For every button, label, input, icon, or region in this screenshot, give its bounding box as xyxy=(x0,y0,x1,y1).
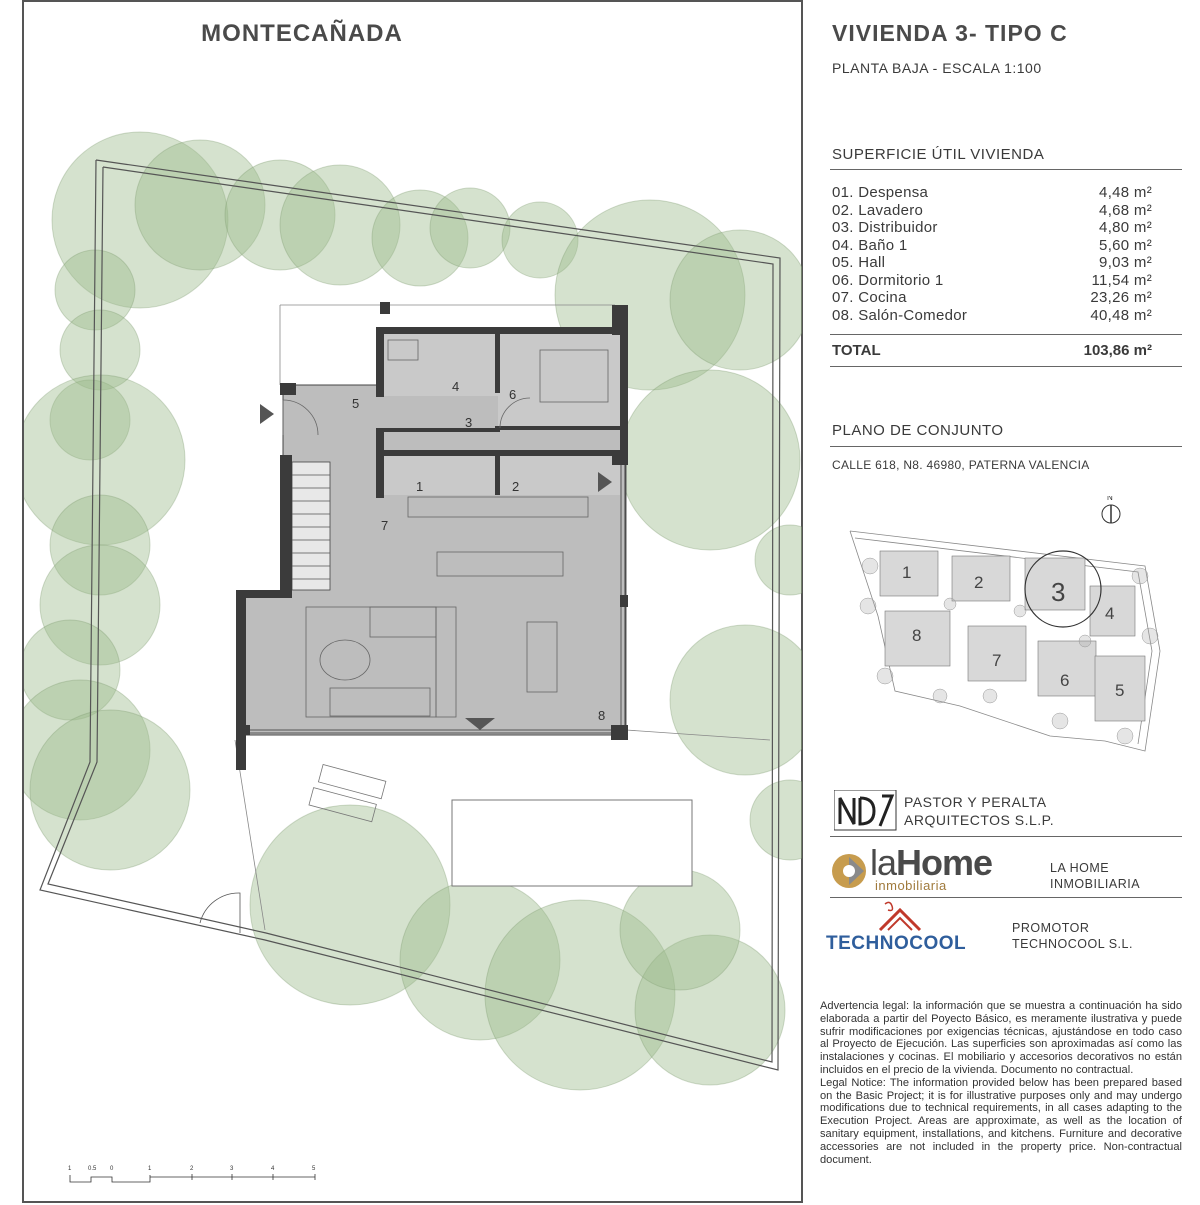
lot-label: 2 xyxy=(974,573,984,592)
lot-label-highlighted: 3 xyxy=(1051,577,1066,607)
total-row xyxy=(832,342,1152,359)
architect-logo xyxy=(834,790,898,832)
total-area: 103,86 m² xyxy=(1083,342,1152,359)
site-heading: PLANO DE CONJUNTO xyxy=(832,422,1004,439)
room-name: 02. Lavadero xyxy=(832,201,924,219)
list-item xyxy=(832,254,1152,272)
room-area: 5,60 m² xyxy=(1099,236,1152,254)
room-number-7: 7 xyxy=(381,518,389,533)
list-item xyxy=(832,272,1152,290)
lot-label: 6 xyxy=(1060,671,1070,690)
scale-label: 4 xyxy=(271,1166,275,1172)
plan-title: MONTECAÑADA xyxy=(201,20,403,47)
lot-label: 7 xyxy=(992,651,1002,670)
address: CALLE 618, N8. 46980, PATERNA VALENCIA xyxy=(832,458,1090,472)
list-item xyxy=(832,307,1152,325)
divider xyxy=(830,366,1182,367)
technocool-logo-name: TECHNOCOOL xyxy=(826,933,967,954)
unit-title: VIVIENDA 3- TIPO C xyxy=(832,20,1068,46)
room-number-3: 3 xyxy=(465,415,473,430)
divider xyxy=(830,169,1182,170)
scale-bar xyxy=(68,1166,316,1182)
room-number-8: 8 xyxy=(598,708,606,723)
room-area: 9,03 m² xyxy=(1099,254,1152,271)
lahome-logo-name: laHome xyxy=(870,842,993,883)
scale-label: 3 xyxy=(230,1166,234,1172)
room-area: 23,26 m² xyxy=(1090,289,1152,306)
lahome-name xyxy=(1050,860,1140,892)
architect-name xyxy=(904,793,1054,829)
room-name: 08. Salón-Comedor xyxy=(832,306,968,324)
architect-line: ARQUITECTOS S.L.P. xyxy=(904,812,1055,828)
divider xyxy=(830,334,1182,335)
list-item xyxy=(832,237,1152,255)
promotor-line: PROMOTOR xyxy=(1012,921,1090,935)
legal-notice xyxy=(820,1000,1182,1166)
room-area: 11,54 m² xyxy=(1091,271,1152,289)
divider xyxy=(830,446,1182,447)
unit-subtitle: PLANTA BAJA - ESCALA 1:100 xyxy=(832,60,1042,76)
lot-label: 8 xyxy=(912,626,922,645)
divider xyxy=(830,836,1182,837)
lot-label: 5 xyxy=(1115,681,1125,700)
room-number-5: 5 xyxy=(352,396,360,411)
legal-notice-es: Advertencia legal: la información que se muestra a continuación ha sido elaborada a partir del Poyecto Básico, es meramente ilustrativa y puede sufrir modificaciones por exigencias técnicas, ajustándose en todo caso al Proyecto de Ejecución. Las superficies son aproximadas así como las instalaciones y cocinas. El mobiliario y accesorios decorativos no están incluidos en el precio de la vivienda. Documento no contractual. xyxy=(820,1000,1182,1076)
scale-label: 0.5 xyxy=(88,1166,97,1172)
room-number-1: 1 xyxy=(416,479,424,494)
scale-label: 1 xyxy=(148,1166,152,1172)
lahome-line: LA HOME xyxy=(1050,861,1110,875)
list-item xyxy=(832,219,1152,237)
room-name: 03. Distribuidor xyxy=(832,219,938,236)
lahome-logo-sub: inmobiliaria xyxy=(875,878,947,893)
room-number-4: 4 xyxy=(452,379,460,394)
svg-text:N: N xyxy=(1107,496,1113,502)
lot-label: 4 xyxy=(1105,604,1115,623)
room-name: 04. Baño 1 xyxy=(832,236,908,254)
building xyxy=(236,302,628,770)
site-map xyxy=(840,496,1165,756)
room-area: 4,80 m² xyxy=(1099,219,1152,236)
room-number-2: 2 xyxy=(512,479,520,494)
lot-label: 1 xyxy=(902,563,912,582)
total-label: TOTAL xyxy=(832,342,881,359)
room-area-list xyxy=(832,184,1152,324)
area-heading: SUPERFICIE ÚTIL VIVIENDA xyxy=(832,146,1045,163)
compass-icon xyxy=(1102,496,1120,523)
scale-label: 5 xyxy=(312,1166,316,1172)
scale-label: 2 xyxy=(190,1166,194,1172)
list-item xyxy=(832,184,1152,202)
scale-label: 0 xyxy=(110,1166,114,1172)
room-area: 40,48 m² xyxy=(1090,306,1152,324)
pool xyxy=(452,800,692,886)
promotor-name xyxy=(1012,920,1133,952)
promotor-line: TECHNOCOOL S.L. xyxy=(1012,937,1133,951)
list-item xyxy=(832,202,1152,220)
room-name: 01. Despensa xyxy=(832,184,929,201)
room-name: 05. Hall xyxy=(832,254,886,271)
list-item xyxy=(832,289,1152,307)
floor-plan xyxy=(24,2,802,1200)
lahome-logo-icon xyxy=(830,852,868,890)
scale-label: 1 xyxy=(68,1166,72,1172)
legal-notice-en: Legal Notice: The information provided below has been prepared based on the Basic Project; it is for illustrative purposes only and may undergo modifications due to technical requirements, in all cases adapting to the Execution Project. Areas are approximate, as well as the location of sanitary equipment, installations, and kitchens. Furniture and decorative accessories are not included in the property price. Non-contractual document. xyxy=(820,1076,1182,1166)
info-panel xyxy=(820,0,1200,1205)
architect-line: PASTOR Y PERALTA xyxy=(904,794,1047,810)
divider xyxy=(830,897,1182,898)
technocool-logo-icon xyxy=(870,900,930,932)
room-name: 06. Dormitorio 1 xyxy=(832,271,944,289)
room-area: 4,68 m² xyxy=(1099,201,1152,219)
room-name: 07. Cocina xyxy=(832,289,907,306)
room-number-6: 6 xyxy=(509,387,517,402)
lahome-line: INMOBILIARIA xyxy=(1050,877,1141,891)
room-area: 4,48 m² xyxy=(1099,184,1152,201)
